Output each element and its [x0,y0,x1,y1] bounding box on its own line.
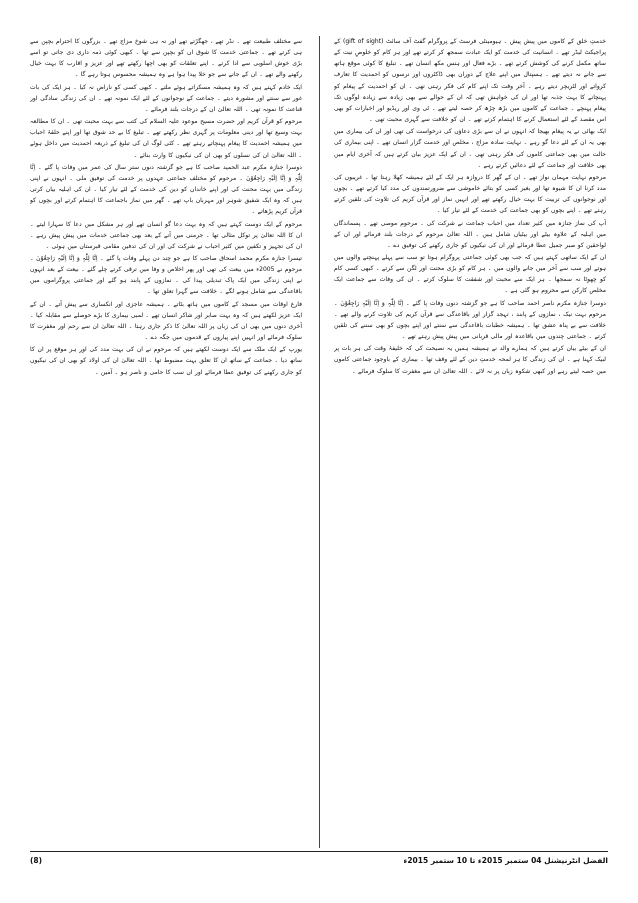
paragraph: ان کے ایک ساتھی کہتے ہیں کہ جب بھی کوئی جماعتی پروگرام ہوتا تو سب سے پہلے پہنچنے والوں میں ہوتے اور سب سے آخر میں جانے والوں میں ۔ ہر کام کو بڑی محنت اور لگن سے کرتے ۔ کبھی کسی کام کو چھوٹا نہ سمجھا ۔ ہر ایک سے محبت اور شفقت کا سلوک کرتے ۔ ان کی وفات سے جماعت ایک مخلص کارکن سے محروم ہو گئی ہے ۔ [334,253,606,295]
paragraph: خدمتِ خلق کے کاموں میں پیش پیش ۔ ہیومینٹی فرسٹ کے پروگرام گفٹ آف سائٹ (gift of sight) کے پراجیکٹ لیڈر تھے ۔ انسانیت کی خدمت کو ایک عبادت سمجھ کر کرتے تھے اور ہر کام کو خلوصِ نیت کے ساتھ مکمل کرنے کی کوشش کرتے تھے ۔ بڑے فعال اور ہنس مکھ انسان تھے ۔ تبلیغ کا کوئی موقع ہاتھ سے جانے نہ دیتے تھے ۔ ہسپتال میں اپنے علاج کے دوران بھی ڈاکٹروں اور نرسوں کو احمدیت کا تعارف کرواتے اور لٹریچر دیتے رہے ۔ آخر وقت تک اپنے کام کی فکر رہتی تھی ۔ ان کو احمدیت کے پیغام کو پہنچانے کا بہت جذبہ تھا اور ان کی خواہش تھی کہ ان کے حوالے سے بھی زیادہ سے زیادہ لوگوں تک پیغام پہنچے ۔ جماعت کے کاموں میں بڑھ چڑھ کر حصہ لیتے تھے ۔ ٹی وی اور ریڈیو اور اخبارات کو بھی اس مقصد کے لئے استعمال کرنے کا اہتمام کرتے تھے ۔ ان کو خلافت سے گہری محبت تھی ۔ [334,38,606,124]
column-divider [319,36,320,848]
paragraph: دوسرا جنازہ مکرم عبد الحمید صاحب کا ہے جو گزشتہ دنوں ستر سال کی عمر میں وفات پا گئے ۔ اِنَّا لِلّٰہِ وَ اِنَّا اِلَیْہِ رَاجِعُوْنَ ۔ مرحوم کو مختلف جماعتی عہدوں پر خدمت کی توفیق ملی ۔ انہوں نے اپنی زندگی میں بہت محنت کی اور اپنے خاندان کو دین کی خدمت کے لئے تیار کیا ۔ ان کی اہلیہ بیان کرتی ہیں کہ وہ ایک شفیق شوہر اور مہربان باپ تھے ۔ گھر میں نماز باجماعت کا اہتمام کرتے اور بچوں کو قرآن کریم پڑھاتے ۔ [30,163,302,216]
paragraph: ایک بھائی نے یہ پیغام بھیجا کہ انہوں نے ان سے بڑی دعاؤں کی درخواست کی تھی اور ان کی بیماری میں بھی یہ ان کے لئے دعا گو رہے ۔ نہایت سادہ مزاج ، مخلص اور خدمت گزار انسان تھے ۔ اپنی بیماری کی حالت میں بھی جماعتی کاموں کی فکر رہتی تھی ۔ ان کے ایک عزیز بیان کرتے ہیں کہ آخری ایام میں بھی خلافت اور جماعت کے لئے دعائیں کرتے رہے ۔ [334,128,606,169]
paragraph: سے مختلف طبیعت تھے ۔ نڈر تھے ، جھگڑتے تھے اور نہ ہی شوخ مزاج تھے ۔ بزرگوں کا احترام بچپن سے ہی کرتے تھے ۔ جماعتی خدمت کا شوق ان کو بچپن سے تھا ۔ کبھی کوئی ذمہ داری دی جاتی تو اسے بڑی خوش اسلوبی سے ادا کرتے ۔ اپنے تعلقات کو بھی اچھا رکھتے تھے اور عزیز و اقارب کا بہت خیال رکھنے والے تھے ۔ ان کے جانے سے جو خلا پیدا ہوا ہے وہ ہمیشہ محسوس ہوتا رہے گا ۔ [30,38,302,79]
paragraph: ایک خادم کہتے ہیں کہ وہ ہمیشہ مسکراتے ہوئے ملتے ۔ کبھی کسی کو ناراض نہ کیا ۔ ہر ایک کی بات غور سے سنتے اور مشورہ دیتے ۔ جماعت کے نوجوانوں کے لئے ایک نمونہ تھے ۔ ان کی زندگی سادگی اور قناعت کا نمونہ تھی ۔ اللہ تعالیٰ ان کے درجات بلند فرمائے ۔ [30,83,302,113]
left-column [30,36,302,848]
paragraph: آپ کی نماز جنازہ میں کثیر تعداد میں احباب جماعت نے شرکت کی ۔ مرحوم موصی تھے ۔ پسماندگان میں اہلیہ کے علاوہ بیٹے اور بیٹیاں شامل ہیں ۔ اللہ تعالیٰ مرحوم کے درجات بلند فرمائے اور ان کے لواحقین کو صبر جمیل عطا فرمائے اور ان کی نیکیوں کو جاری رکھنے کی توفیق دے ۔ [334,219,606,249]
paragraph: مرحوم کے ایک دوست کہتے ہیں کہ وہ بہت دعا گو انسان تھے اور ہر مشکل میں دعا کا سہارا لیتے ۔ ان کا اللہ تعالیٰ پر توکل مثالی تھا ۔ جرمنی میں آنے کے بعد بھی جماعتی خدمات میں پیش پیش رہے ۔ ان کی تجہیز و تکفین میں کثیر احباب نے شرکت کی اور ان کی تدفین مقامی قبرستان میں ہوئی ۔ [30,220,302,250]
footer-issue-date: الفضل انٹرنیشنل 04 ستمبر 2015ء تا 10 ستمبر 2015ء [403,856,608,865]
page-footer [30,856,608,868]
paragraph: فارغ اوقات میں مسجد کے کاموں میں ہاتھ بٹاتے ۔ ہمیشہ عاجزی اور انکساری سے پیش آتے ۔ ان کے ایک عزیز لکھتے ہیں کہ وہ بہت صابر اور شاکر انسان تھے ۔ لمبی بیماری کا بڑے حوصلے سے مقابلہ کیا ۔ آخری دنوں میں بھی ان کی زبان پر اللہ تعالیٰ کا ذکر جاری رہتا ۔ اللہ تعالیٰ ان سے رحم اور مغفرت کا سلوک فرمائے اور انہیں اپنے پیاروں کے قدموں میں جگہ دے ۔ [30,300,302,342]
paragraph: مرحوم نہایت مہمان نواز تھے ۔ ان کے گھر کا دروازہ ہر ایک کے لئے ہمیشہ کھلا رہتا تھا ۔ غریبوں کی مدد کرنا ان کا شیوہ تھا اور بغیر کسی کو بتائے خاموشی سے ضرورتمندوں کی مدد کیا کرتے تھے ۔ بچوں اور نوجوانوں کی تربیت کا بہت خیال رکھتے تھے اور انہیں نماز اور قرآن کریم کی تلاوت کی تلقین کرتے رہتے تھے ۔ اپنے بچوں کو بھی جماعت کی خدمت کے لئے تیار کیا ۔ [334,173,606,215]
paragraph: ان کے بیٹے بیان کرتے ہیں کہ ہمارے والد نے ہمیشہ ہمیں یہ نصیحت کی کہ خلیفۂ وقت کی ہر بات پر لبیک کہنا ہے ۔ ان کی زندگی کا ہر لمحہ خدمتِ دین کے لئے وقف تھا ۔ بیماری کے باوجود جماعتی کاموں میں حصہ لیتے رہے اور کبھی شکوہ زبان پر نہ لائے ۔ اللہ تعالیٰ ان سے مغفرت کا سلوک فرمائے ۔ [334,345,606,375]
paragraph: دوسرا جنازہ مکرم ناصر احمد صاحب کا ہے جو گزشتہ دنوں وفات پا گئے ۔ اِنَّا لِلّٰہِ وَ اِنَّا اِلَیْہِ رَاجِعُوْنَ ۔ مرحوم بہت نیک ، نمازوں کے پابند ، تہجد گزار اور باقاعدگی سے قرآن کریم کی تلاوت کرنے والے تھے ۔ خلافت سے بے پناہ عشق تھا ۔ ہمیشہ خطبات باقاعدگی سے سنتے اور اپنے بچوں کو بھی سننے کی تلقین کرتے ۔ جماعتی چندوں میں باقاعدہ اور مالی قربانی میں پیش پیش رہتے تھے ۔ [334,299,606,341]
paragraph: مرحوم کو قرآن کریم اور حضرت مسیح موعود علیہ السلام کی کتب سے بہت محبت تھی ۔ ان کا مطالعہ بہت وسیع تھا اور دینی معلومات پر گہری نظر رکھتے تھے ۔ تبلیغ کا بے حد شوق تھا اور اپنے حلقۂ احباب میں ہمیشہ احمدیت کا پیغام پہنچاتے رہتے تھے ۔ کئی لوگ ان کی تبلیغ کے ذریعہ احمدیت میں داخل ہوئے ۔ اللہ تعالیٰ ان کی نسلوں کو بھی ان کی نیکیوں کا وارث بنائے ۔ [30,118,302,159]
page-number: (8) [30,856,43,865]
paragraph: یورپ کے ایک ملک سے ایک دوست لکھتے ہیں کہ مرحوم نے ان کی بہت مدد کی اور ہر موقع پر ان کا ساتھ دیا ۔ جماعت کے ساتھ ان کا تعلق بہت مضبوط تھا ۔ اللہ تعالیٰ ان کی اولاد کو بھی ان کی نیکیوں کو جاری رکھنے کی توفیق عطا فرمائے اور ان سب کا حامی و ناصر ہو ۔ آمین ۔ [30,346,302,376]
footer-divider [30,851,608,852]
paragraph: تیسرا جنازہ مکرم محمد اسحاق صاحب کا ہے جو چند دن پہلے وفات پا گئے ۔ اِنَّا لِلّٰہِ وَ اِنَّا اِلَیْہِ رَاجِعُوْنَ ۔ مرحوم نے 2005ء میں بیعت کی تھی اور پھر اخلاص و وفا میں ترقی کرتے چلے گئے ۔ بیعت کے بعد انہوں نے اپنی زندگی میں ایک پاک تبدیلی پیدا کی ۔ نمازوں کے پابند ہو گئے اور جماعتی پروگراموں میں باقاعدگی سے شامل ہونے لگے ۔ خلافت سے گہرا تعلق تھا ۔ [30,254,302,296]
right-column [334,36,606,848]
